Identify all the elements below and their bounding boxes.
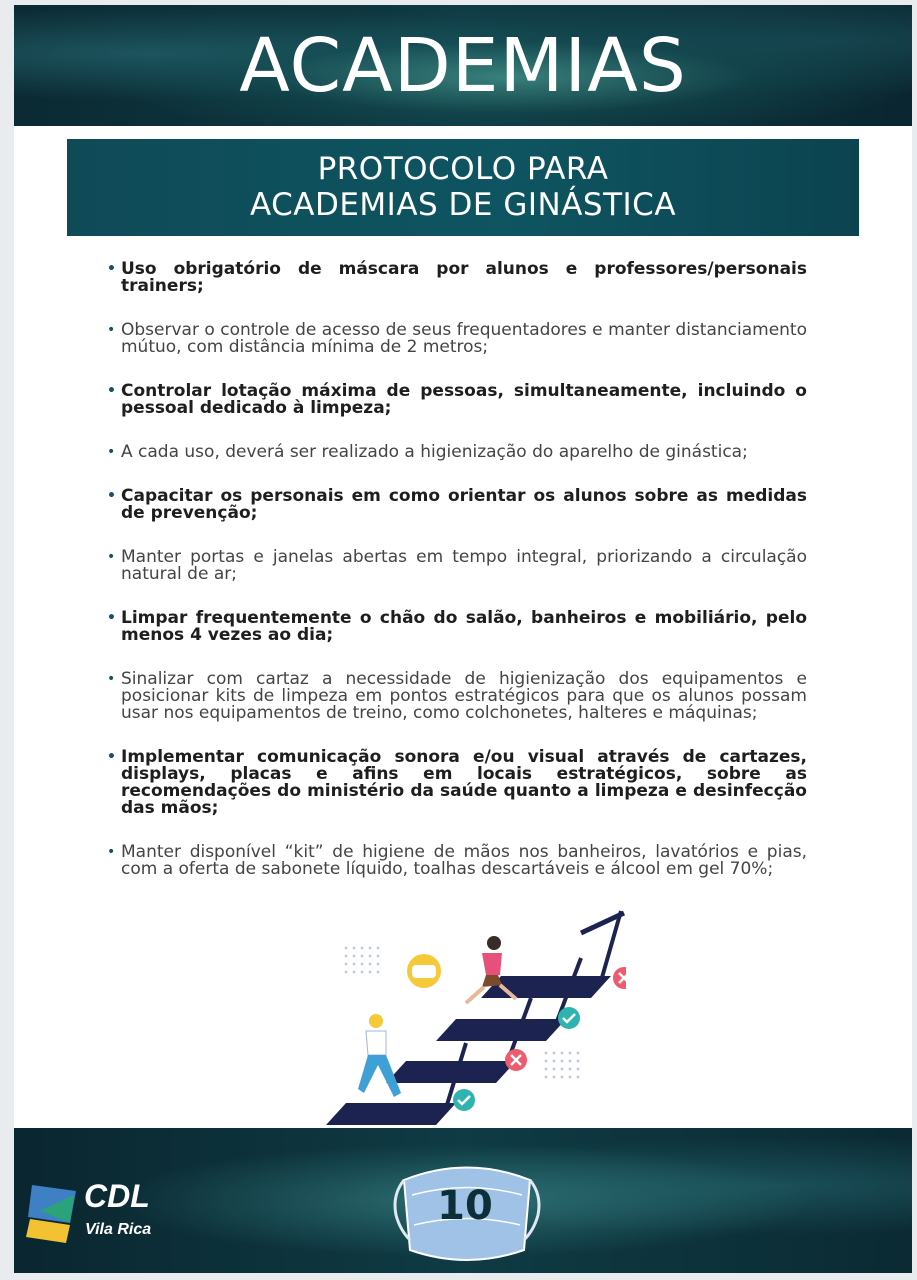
list-item: • Implementar comunicação sonora e/ou visual através de cartazes, displays, placas e afins em locais estratégicos, sobre as recomendações do ministério da saúde quanto a limpeza e desinfecção das mãos; [107,749,807,817]
face-mask-icon [407,954,441,988]
treadmill-illustration [306,903,626,1128]
list-item: • Observar o controle de acesso de seus frequentadores e manter distanciamento mútuo, com distância mínima de 2 metros; [107,322,807,356]
page [14,5,912,1273]
list-item: • Capacitar os personais em como orientar os alunos sobre as medidas de prevenção; [107,488,807,522]
page-number: 10 [437,1183,493,1229]
cross-icon [613,967,626,989]
header-banner [14,5,912,126]
list-item: • A cada uso, deverá ser realizado a higienização do aparelho de ginástica; [107,444,807,461]
protocol-list [107,261,807,905]
subtitle-line-2: ACADEMIAS DE GINÁSTICA [249,187,677,223]
list-item: • Sinalizar com cartaz a necessidade de higienização dos equipamentos e posicionar kits de limpeza em pontos estratégicos para que os alunos possam usar nos equipamentos de treino, como colchonetes, halteres e máquinas; [107,671,807,722]
cdl-logo-icon [26,1183,86,1245]
check-icon [453,1089,475,1111]
subtitle-line-1: PROTOCOLO PARA [317,151,609,187]
cross-icon [505,1049,527,1071]
list-item: • Manter portas e janelas abertas em tempo integral, priorizando a circulação natural de ar; [107,549,807,583]
list-item: • Limpar frequentemente o chão do salão, banheiros e mobiliário, pelo menos 4 vezes ao dia; [107,610,807,644]
page-title: ACADEMIAS [239,23,687,109]
list-item: • Manter disponível “kit” de higiene de mãos nos banheiros, lavatórios e pias, com a oferta de sabonete líquido, toalhas descartáveis e álcool em gel 70%; [107,844,807,878]
footer-banner [14,1128,912,1273]
subtitle-box [67,139,859,236]
list-item: • Controlar lotação máxima de pessoas, simultaneamente, incluindo o pessoal dedicado à limpeza; [107,383,807,417]
logo-name: CDL [84,1178,150,1214]
check-icon [558,1007,580,1029]
logo-subtitle: Vila Rica [85,1221,152,1238]
runner-man [358,1014,401,1097]
list-item: • Uso obrigatório de máscara por alunos e professores/personais trainers; [107,261,807,295]
